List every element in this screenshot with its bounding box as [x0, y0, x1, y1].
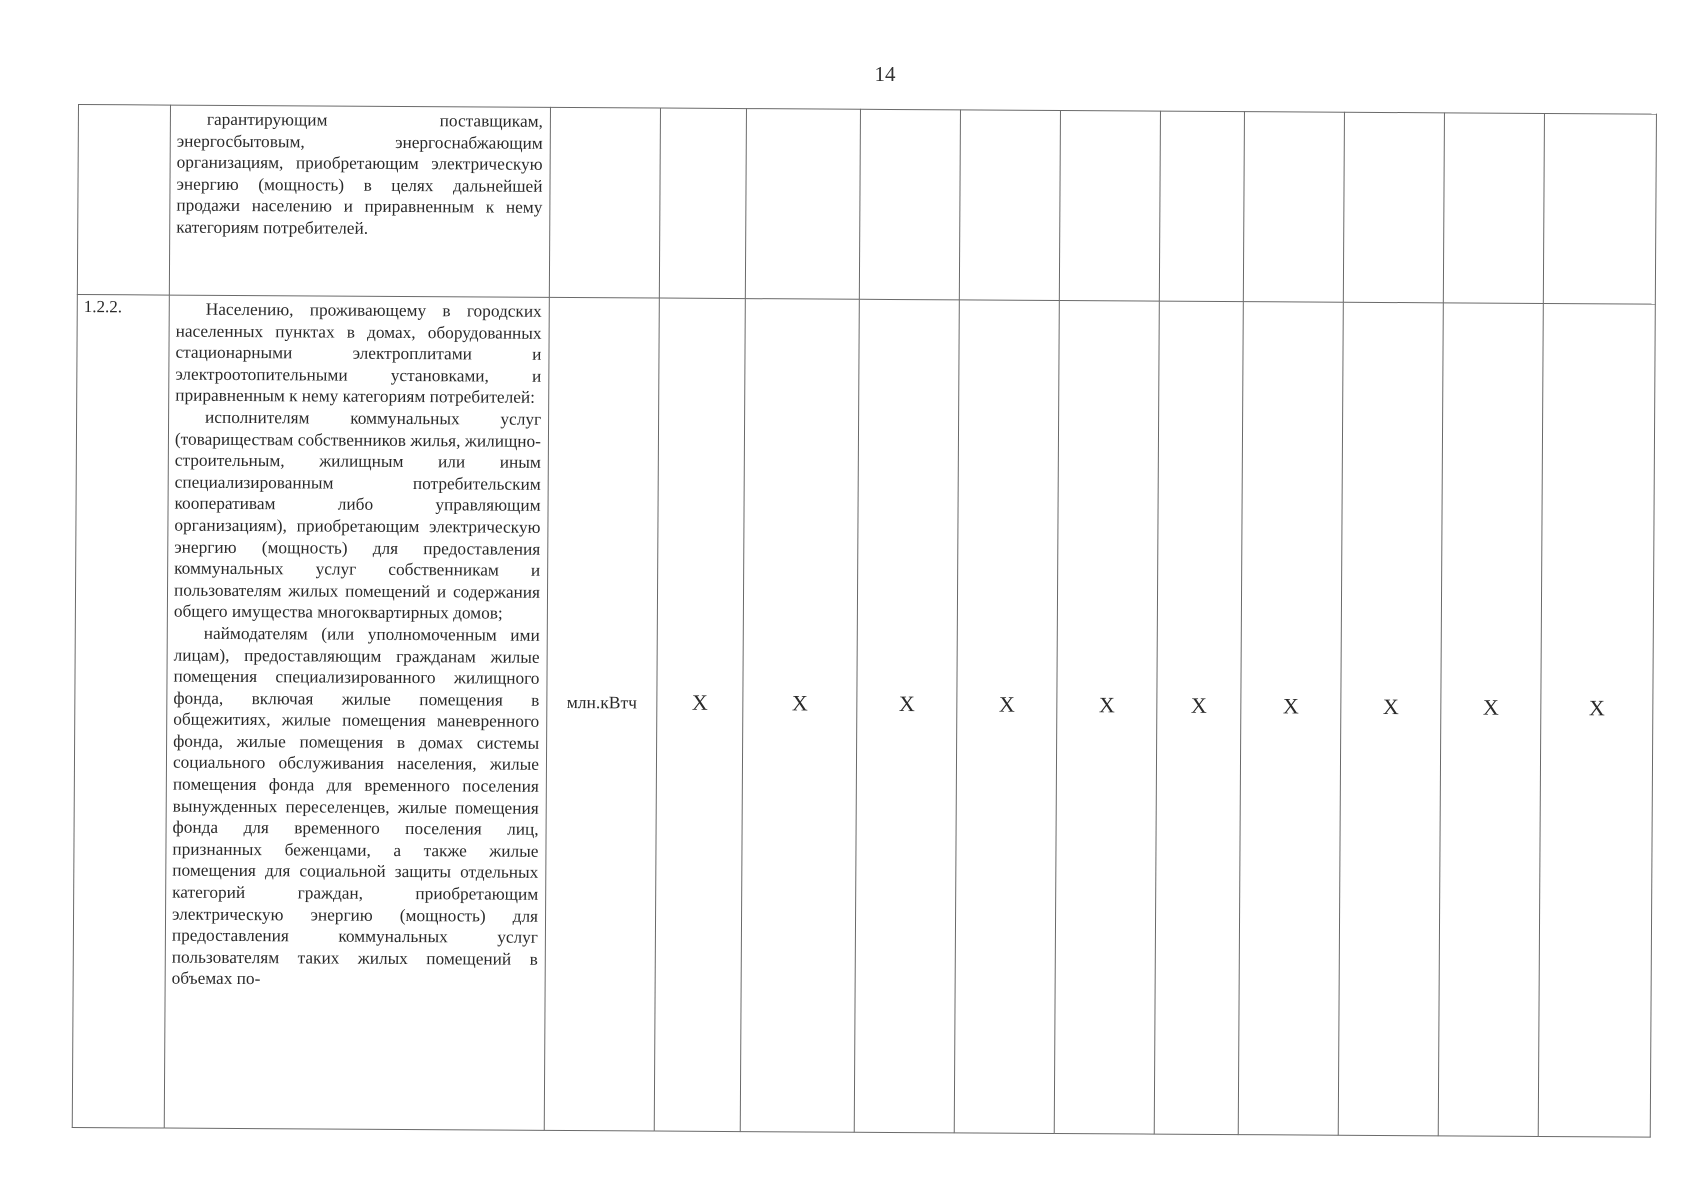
value-cell: X: [1238, 302, 1343, 1136]
description-paragraph: Населению, проживающему в городских населенных пунктах в домах, оборудованных стационарными электроплитами и электроотопительными установками, и приравненным к нему категориям потребителей:: [175, 299, 542, 408]
description-paragraph: гарантирующим поставщикам, энергосбытовым, энергоснабжающим организациям, приобретающим электрическую энергию (мощность) в целях дальнейшей продажи населению и приравненным к нему категориям потребителей.: [176, 109, 543, 238]
value-cell: X: [854, 299, 959, 1133]
value-cell: X: [1154, 301, 1243, 1134]
table-row: [72, 294, 1655, 1137]
value-cell: X: [954, 300, 1059, 1134]
row-number-cell: [77, 105, 170, 296]
description-cell: [169, 105, 550, 297]
document-sheet: [72, 104, 1657, 1138]
value-cell: X: [654, 298, 745, 1132]
unit-cell: млн.кВтч: [544, 297, 659, 1131]
value-cell: [1059, 111, 1160, 302]
value-cell: [959, 110, 1060, 301]
page-number: 14: [874, 62, 896, 86]
value-cell: [745, 109, 860, 300]
value-cell: [659, 108, 746, 299]
value-cell: X: [1054, 300, 1159, 1134]
row-number-cell: 1.2.2.: [72, 294, 169, 1128]
value-cell: [1243, 112, 1344, 303]
table-row: [77, 105, 1656, 305]
description-paragraph: исполнителям коммунальных услуг (товариществам собственников жилья, жилищно-строительным, жилищным или иным специализированным потребительским кооперативам либо управляющим организациям), приобретающим электрическую энергию (мощность) для предоставления коммунальных услуг собственникам и пользователям жилых помещений и содержания общего имущества многоквартирных домов;: [173, 407, 542, 623]
value-cell: [1159, 111, 1244, 302]
value-cell: [1343, 112, 1444, 303]
value-cell: [859, 109, 960, 300]
description-paragraph: наймодателям (или уполномоченным ими лицам), предоставляющим гражданам жилые помещения специализированного жилищного фонда, включая жилые помещения в общежитиях, жилые помещения маневренного фонда, жилые помещения в домах системы социального обслуживания населения, жилые помещения фонда для временного поселения вынужденных переселенцев, жилые помещения фонда для временного поселения лиц, признанных беженцами, а также жилые помещения для социальной защиты отдельных категорий граждан, приобретающим электрическую энергию (мощность) для предоставления коммунальных услуг пользователям таких жилых помещений в объемах по-: [171, 623, 540, 989]
value-cell: X: [1338, 302, 1443, 1136]
value-cell: [1543, 113, 1656, 304]
tariff-table: [72, 104, 1657, 1138]
value-cell: X: [1538, 303, 1655, 1137]
value-cell: X: [1438, 303, 1543, 1137]
value-cell: X: [740, 299, 859, 1133]
table-body: [72, 105, 1656, 1138]
value-cell: [1443, 113, 1544, 304]
description-cell: [164, 295, 549, 1130]
unit-cell: [549, 107, 660, 298]
